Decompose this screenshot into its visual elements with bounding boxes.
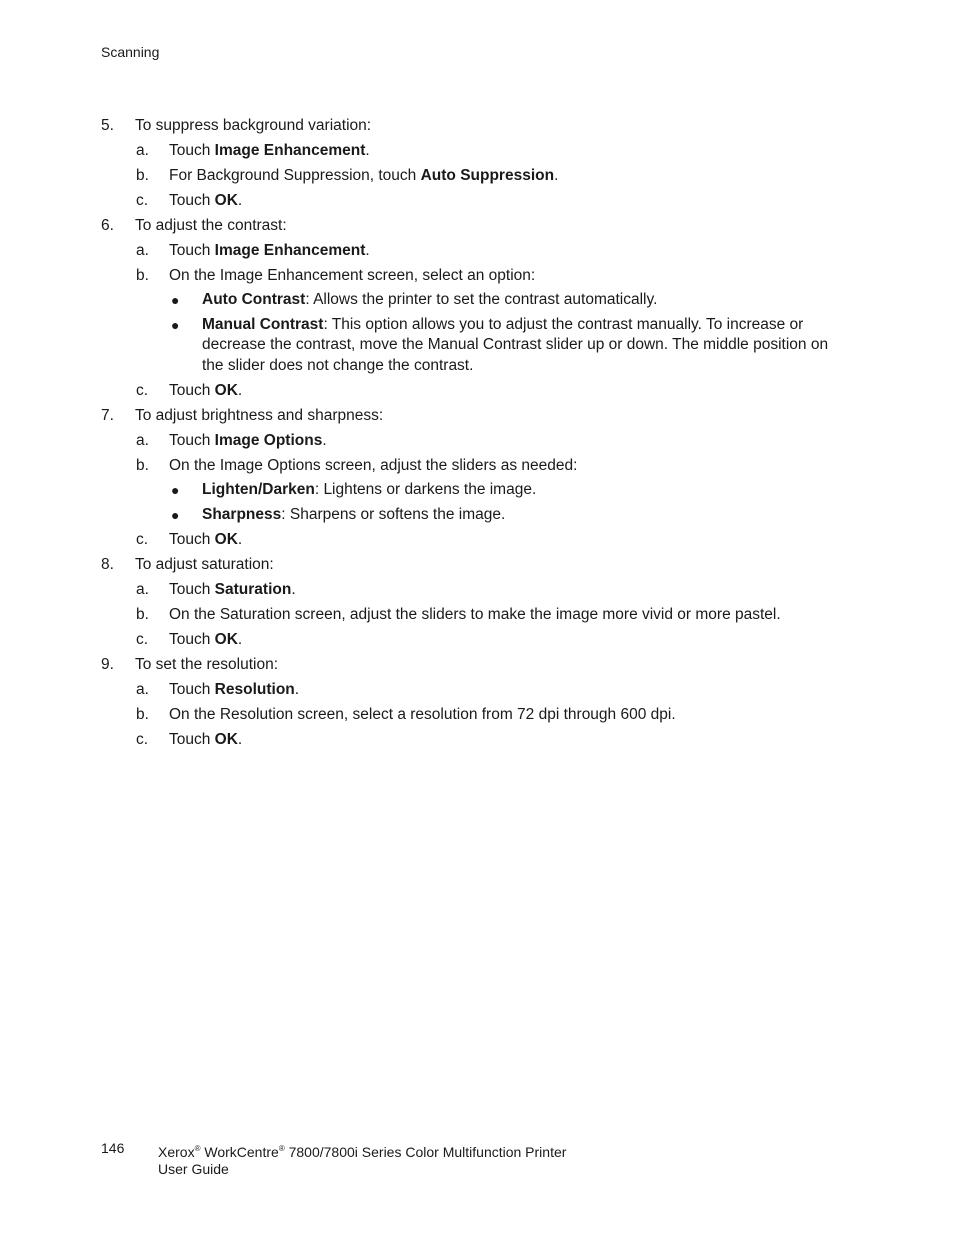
step-number: 8. [101, 556, 114, 573]
substep-item [101, 140, 841, 165]
bullet-option-name: Auto Contrast [202, 291, 306, 308]
substep-text [169, 430, 327, 452]
step-number: 7. [101, 407, 114, 424]
step-text: To adjust the contrast: [135, 217, 287, 234]
document-title [158, 1140, 566, 1178]
substep-ui-label: Image Enhancement [214, 142, 366, 159]
substep-text-pre: On the Saturation screen, adjust the sliders to make the image more vivid or more pastel. [169, 606, 781, 623]
substep-text-post: . [237, 192, 243, 209]
substep-text-pre: On the Resolution screen, select a resolution from 72 dpi through 600 dpi. [169, 706, 676, 723]
substep-text [169, 579, 296, 601]
step-number: 6. [101, 217, 114, 234]
step-text: To adjust brightness and sharpness: [135, 407, 384, 424]
substep-text-pre: Touch [169, 142, 215, 159]
substep-item [101, 380, 841, 405]
step-text: To set the resolution: [135, 656, 279, 673]
bullet-option-name: Sharpness [202, 505, 282, 523]
substep-ui-label: OK [214, 382, 238, 399]
substep-text [169, 455, 577, 477]
step-item [101, 554, 841, 579]
bullet-item [101, 480, 841, 505]
substep-text-pre: On the Image Options screen, adjust the sliders as needed: [169, 457, 578, 474]
step-item [101, 654, 841, 679]
substep-text-post: . [554, 167, 559, 184]
bullet-icon: ● [171, 482, 180, 498]
footer-brand: Xerox [158, 1144, 195, 1160]
substep-ui-label: Saturation [214, 581, 292, 598]
substep-text-pre: Touch [169, 581, 215, 598]
substep-text-pre: Touch [169, 382, 215, 399]
substep-item [101, 455, 841, 480]
substep-text-pre: For Background Suppression, touch [169, 167, 421, 184]
substep-item [101, 604, 841, 629]
substep-ui-label: OK [214, 731, 238, 748]
step-text: To adjust saturation: [135, 556, 274, 573]
step-item [101, 405, 841, 430]
substep-item [101, 265, 841, 290]
substep-text [169, 240, 370, 262]
substep-text-pre: Touch [169, 531, 215, 548]
step-number: 9. [101, 656, 114, 673]
step-item [101, 215, 841, 240]
bullet-icon: ● [171, 292, 180, 308]
substep-item [101, 190, 841, 215]
substep-text-post: . [322, 432, 327, 449]
substep-letter: b. [136, 457, 149, 474]
running-header: Scanning [101, 44, 160, 60]
substep-letter: a. [136, 142, 149, 159]
substep-text [169, 165, 558, 187]
instruction-list [101, 115, 841, 754]
registered-mark: ® [278, 1144, 285, 1153]
substep-letter: c. [136, 192, 149, 209]
page-number: 146 [101, 1140, 125, 1156]
substep-text-pre: Touch [169, 731, 215, 748]
substep-letter: a. [136, 242, 149, 259]
substep-text-post: . [365, 142, 370, 159]
substep-text [169, 140, 370, 162]
bullet-description: : This option allows you to adjust the contrast manually. To increase or decrease the contrast, move the Manual Contrast slider up or down. The middle position on the slider does not change the contrast. [202, 315, 829, 374]
substep-item [101, 729, 841, 754]
substep-text [169, 704, 676, 726]
substep-letter: c. [136, 382, 149, 399]
step-item [101, 115, 841, 140]
substep-item [101, 579, 841, 604]
substep-text [169, 729, 242, 751]
substep-item [101, 629, 841, 654]
bullet-icon: ● [171, 316, 180, 333]
bullet-option-name: Manual Contrast [202, 315, 324, 333]
substep-item [101, 679, 841, 704]
substep-text-post: . [237, 731, 243, 748]
substep-letter: a. [136, 581, 149, 598]
footer-guide: User Guide [158, 1161, 229, 1177]
substep-letter: c. [136, 731, 149, 748]
step-text: To suppress background variation: [135, 117, 372, 134]
bullet-description: : Sharpens or softens the image. [281, 505, 506, 523]
substep-text [169, 380, 242, 402]
substep-ui-label: OK [214, 531, 238, 548]
bullet-item [101, 505, 841, 530]
step-number: 5. [101, 117, 114, 134]
substep-text-pre: Touch [169, 192, 215, 209]
footer-product: WorkCentre [200, 1144, 279, 1160]
substep-item [101, 165, 841, 190]
substep-text-post: . [294, 681, 300, 698]
registered-mark: ® [194, 1144, 201, 1153]
bullet-item [101, 290, 841, 315]
substep-letter: c. [136, 631, 149, 648]
substep-text [169, 629, 242, 651]
substep-ui-label: Image Options [214, 432, 323, 449]
substep-text [169, 529, 242, 551]
substep-text [169, 190, 242, 212]
substep-letter: b. [136, 706, 149, 723]
substep-ui-label: Auto Suppression [420, 167, 555, 184]
substep-ui-label: OK [214, 192, 238, 209]
substep-text [169, 679, 299, 701]
bullet-item [101, 315, 841, 381]
substep-letter: b. [136, 167, 149, 184]
substep-letter: a. [136, 432, 149, 449]
substep-text-post: . [237, 631, 243, 648]
substep-item [101, 240, 841, 265]
substep-text [169, 604, 781, 626]
substep-text-pre: Touch [169, 432, 215, 449]
substep-item [101, 704, 841, 729]
substep-letter: c. [136, 531, 149, 548]
bullet-option-name: Lighten/Darken [202, 481, 315, 498]
substep-ui-label: Resolution [214, 681, 295, 698]
substep-text-post: . [237, 382, 243, 399]
substep-ui-label: OK [214, 631, 238, 648]
substep-text-pre: On the Image Enhancement screen, select an option: [169, 267, 536, 284]
substep-text-post: . [365, 242, 370, 259]
bullet-icon: ● [171, 506, 180, 523]
substep-text-pre: Touch [169, 681, 215, 698]
substep-text [169, 265, 535, 287]
substep-item [101, 529, 841, 554]
substep-letter: b. [136, 267, 149, 284]
substep-text-pre: Touch [169, 631, 215, 648]
substep-letter: a. [136, 681, 149, 698]
bullet-description: : Allows the printer to set the contrast automatically. [305, 291, 658, 308]
substep-text-post: . [237, 531, 243, 548]
substep-item [101, 430, 841, 455]
substep-letter: b. [136, 606, 149, 623]
footer-model: 7800/7800i Series Color Multifunction Printer [284, 1144, 567, 1160]
bullet-description: : Lightens or darkens the image. [314, 481, 537, 498]
substep-ui-label: Image Enhancement [214, 242, 366, 259]
substep-text-pre: Touch [169, 242, 215, 259]
substep-text-post: . [291, 581, 296, 598]
